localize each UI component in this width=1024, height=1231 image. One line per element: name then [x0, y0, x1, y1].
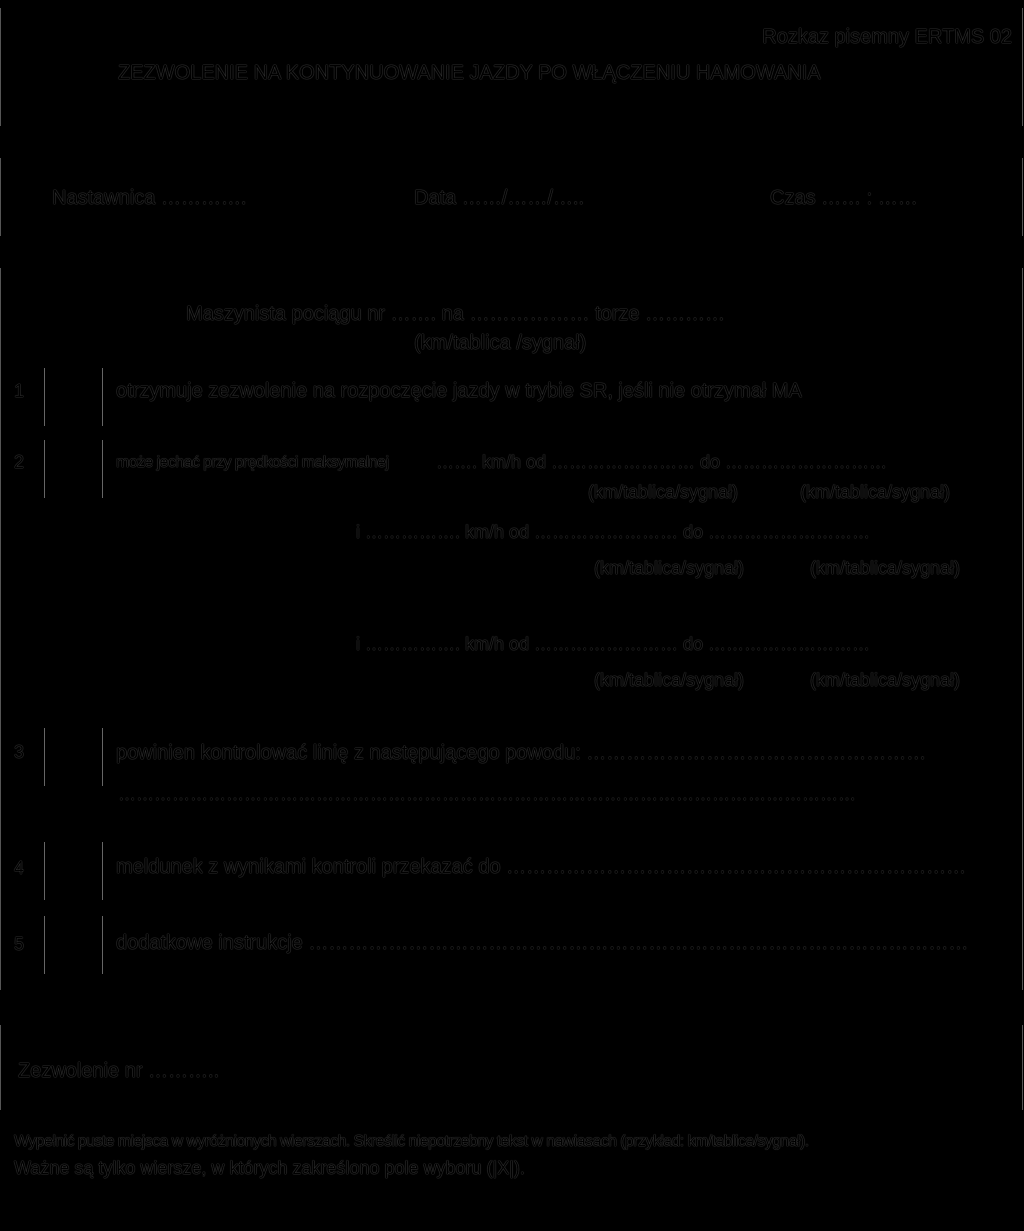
frame-left-meta [0, 158, 1, 236]
item-number-3: 3 [14, 742, 25, 762]
frame-right-meta [1022, 158, 1023, 236]
footer-instruction-1: Wypełnić puste miejsca w wyróżnionych wierszach. Skreślić niepotrzebny tekst w nawiasach (przykład: km/tablica/sygnał). [14, 1133, 809, 1150]
checkbox-4-left[interactable] [44, 842, 45, 900]
time-field[interactable]: Czas …… : …… [770, 187, 918, 209]
item-number-1: 1 [14, 381, 25, 401]
checkbox-3-right[interactable] [102, 728, 103, 786]
checkbox-3-left[interactable] [44, 728, 45, 786]
frame-right-body [1022, 268, 1023, 990]
driver-hint: (km/tablica /sygnał) [414, 332, 587, 354]
date-field[interactable]: Data ……/……/….. [414, 187, 585, 209]
item-text-3[interactable]: powinien kontrolować linię z następującego powodu: …………………………………………… [116, 742, 927, 764]
footer-instruction-2: Ważne są tylko wiersze, w których zakreślono pole wyboru (|X|). [14, 1158, 525, 1178]
form-code: Rozkaz pisemny ERTMS 02 [762, 26, 1012, 48]
frame-right-header [1022, 8, 1023, 126]
item-text-1: otrzymuje zezwolenie na rozpoczęcie jazdy w trybie SR, jeśli nie otrzymał MA [116, 380, 802, 402]
item-text-2: może jechać przy prędkości maksymalnej [116, 454, 389, 471]
form-title: ZEZWOLENIE NA KONTYNUOWANIE JAZDY PO WŁĄCZENIU HAMOWANIA [118, 62, 821, 84]
checkbox-2-right[interactable] [102, 440, 103, 498]
speed-line-2[interactable]: i ……………. km/h od …………………… do ……………………… [356, 522, 871, 542]
nastawnica-field[interactable]: Nastawnica …………. [52, 187, 247, 209]
speed-hint-3a: (km/tablica/sygnał) [594, 670, 745, 690]
item-number-4: 4 [14, 858, 25, 878]
speed-hint-3b: (km/tablica/sygnał) [810, 670, 961, 690]
checkbox-2-left[interactable] [44, 440, 45, 498]
item-text-5[interactable]: dodatkowe instrukcje ……………………………………………………………………………………… [116, 932, 969, 954]
item-text-3-continuation[interactable]: …………………………………………………………………………………………………………… [118, 784, 856, 804]
frame-right-permit [1022, 1025, 1023, 1110]
checkbox-1-left[interactable] [44, 368, 45, 426]
checkbox-4-right[interactable] [102, 842, 103, 900]
driver-line[interactable]: Maszynista pociągu nr ……. na ……………… torze ………… [186, 303, 726, 325]
item-number-2: 2 [14, 452, 25, 472]
frame-left-body [0, 268, 1, 990]
checkbox-5-left[interactable] [44, 916, 45, 974]
speed-hint-1b: (km/tablica/sygnał) [800, 482, 951, 502]
frame-left-permit [0, 1025, 1, 1110]
speed-line-3[interactable]: i ……………. km/h od …………………… do ……………………… [356, 634, 871, 654]
item-text-4[interactable]: meldunek z wynikami kontroli przekazać do …………………………………………………………… [116, 856, 967, 878]
frame-left-header [0, 8, 1, 126]
item-number-5: 5 [14, 934, 25, 954]
permit-number-field[interactable]: Zezwolenie nr ……….. [18, 1060, 220, 1082]
speed-hint-2b: (km/tablica/sygnał) [810, 558, 961, 578]
speed-line-1[interactable]: ……. km/h od …………………… do ……………………… [436, 452, 888, 472]
speed-hint-2a: (km/tablica/sygnał) [594, 558, 745, 578]
speed-hint-1a: (km/tablica/sygnał) [588, 482, 739, 502]
checkbox-5-right[interactable] [102, 916, 103, 974]
checkbox-1-right[interactable] [102, 368, 103, 426]
